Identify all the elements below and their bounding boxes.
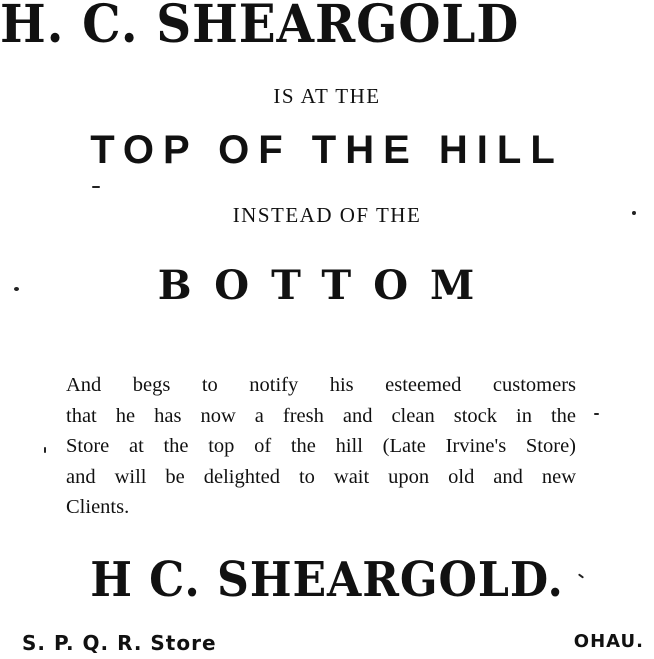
subheading-top-of-the-hill: TOP OF THE HILL <box>90 128 564 172</box>
subheading-bottom: BOTTOM <box>157 262 497 309</box>
subheading-instead-of-the: INSTEAD OF THE <box>232 203 422 227</box>
headline: H. C. SHEARGOLD <box>0 0 520 55</box>
print-speck <box>14 287 19 291</box>
body-line: and will be delighted to wait upon old and new <box>66 465 576 488</box>
print-speck <box>44 447 46 453</box>
body-paragraph <box>66 370 576 523</box>
footer-location: OHAU. <box>573 631 644 652</box>
print-speck <box>594 413 599 415</box>
body-line: that he has now a fresh and clean stock in the <box>66 404 576 427</box>
subheading-is-at-the: IS AT THE <box>273 84 381 108</box>
print-speck <box>92 186 100 188</box>
body-line: Clients. <box>66 496 130 518</box>
footer-store-name: S. P. Q. R. Store <box>22 631 217 655</box>
signature: H C. SHEARGOLD. <box>90 552 564 608</box>
print-speck <box>632 211 636 215</box>
body-line: And begs to notify his esteemed customers <box>66 374 576 396</box>
body-line: Store at the top of the hill (Late Irvine's Store) <box>66 435 576 457</box>
